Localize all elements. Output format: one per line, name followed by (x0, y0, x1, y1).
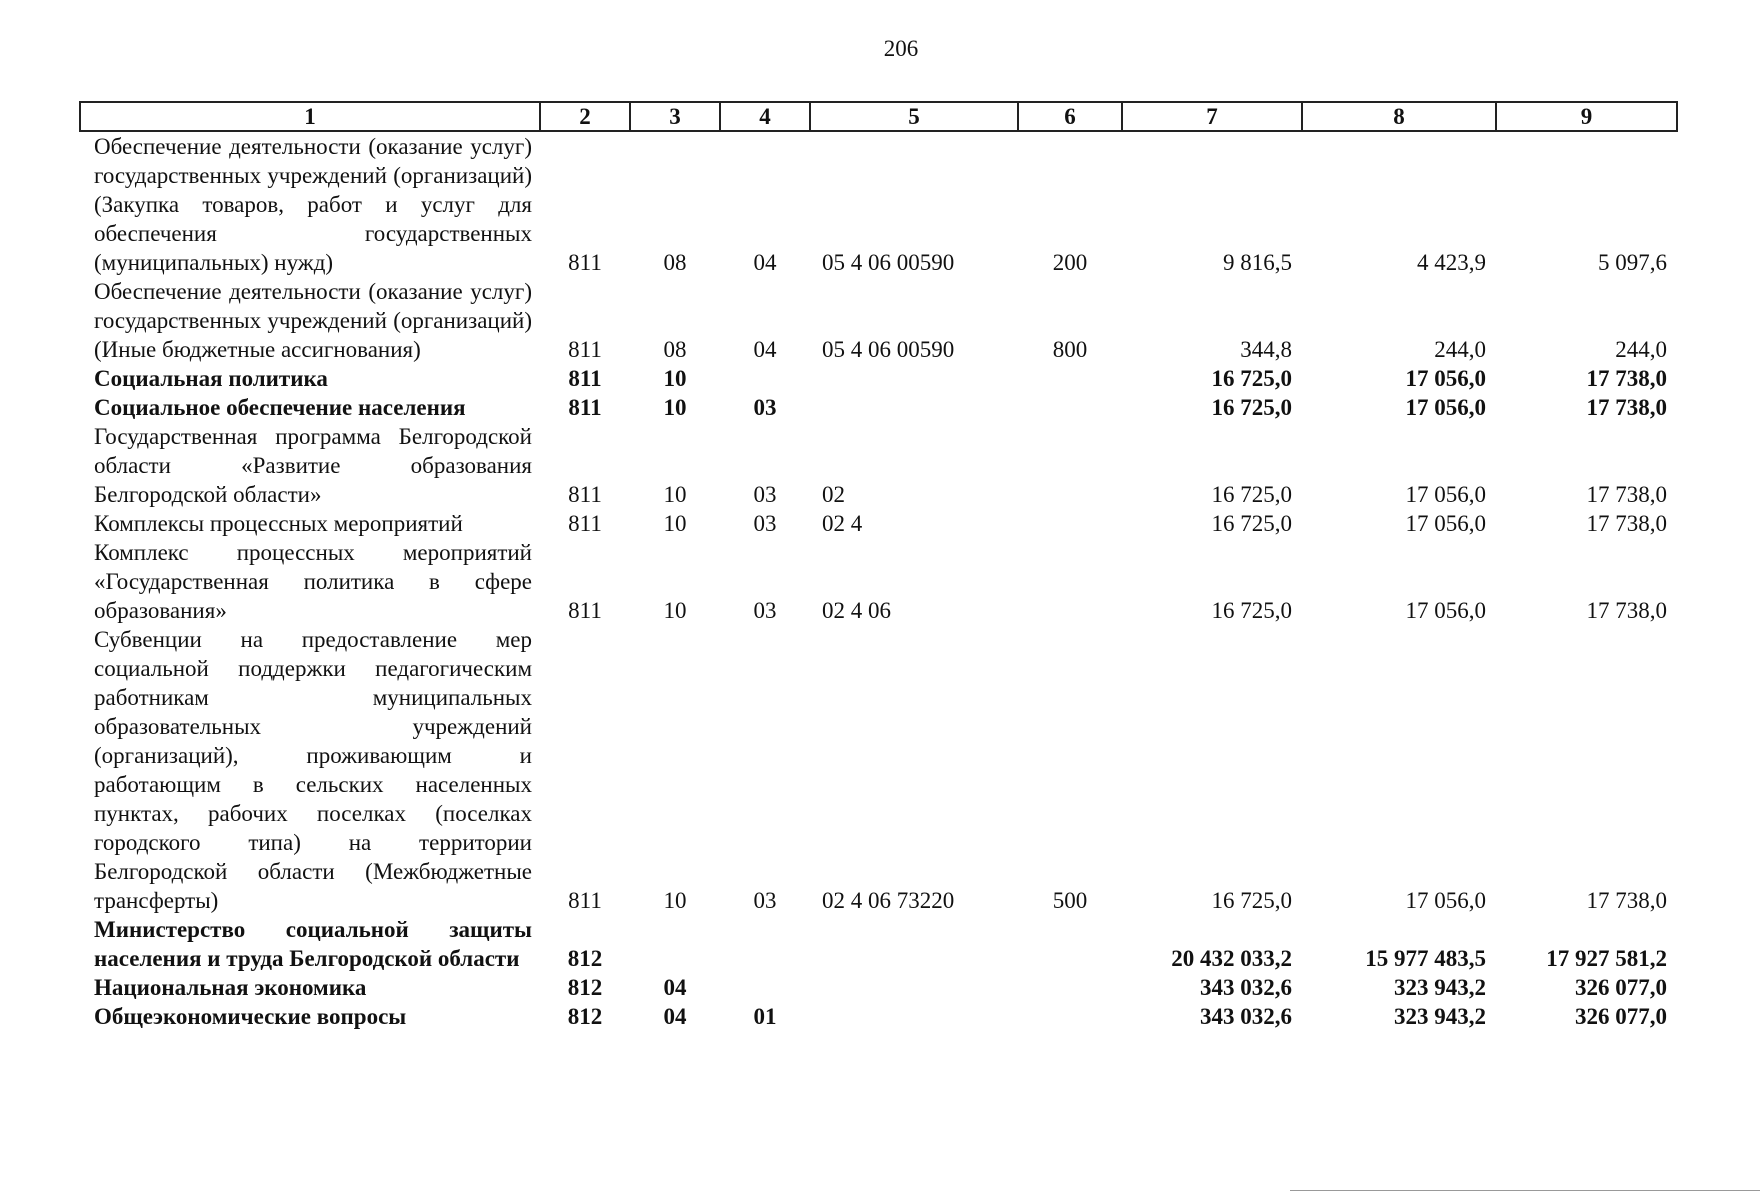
table-row (80, 131, 1677, 277)
table-row (80, 973, 1677, 1002)
table-row (80, 393, 1677, 422)
cell-ministry-code: 811 (568, 366, 602, 391)
cell-ministry-code: 811 (568, 888, 602, 913)
header-col-4: 4 (720, 102, 810, 131)
cell-amount-col8: 323 943,2 (1394, 975, 1486, 1000)
cell-subsection-code: 03 (753, 888, 777, 913)
table-row (80, 625, 1677, 915)
cell-amount-col7: 16 725,0 (1211, 482, 1292, 507)
cell-section-code: 08 (663, 250, 687, 275)
header-col-3: 3 (630, 102, 720, 131)
table-row (80, 509, 1677, 538)
cell-amount-col7: 20 432 033,2 (1171, 946, 1292, 971)
cell-subsection-code: 04 (753, 337, 777, 362)
cell-amount-col9: 17 738,0 (1586, 598, 1667, 623)
cell-expense-type-code (1018, 538, 1122, 625)
cell-target-article-code (810, 915, 1018, 973)
cell-ministry-code: 811 (568, 337, 602, 362)
budget-table (79, 101, 1678, 1031)
cell-amount-col8: 244,0 (1434, 337, 1486, 362)
table-row (80, 422, 1677, 509)
cell-amount-col8: 17 056,0 (1405, 598, 1486, 623)
cell-amount-col8: 4 423,9 (1417, 250, 1486, 275)
cell-amount-col9: 17 927 581,2 (1546, 946, 1667, 971)
table-row (80, 364, 1677, 393)
cell-section-code: 10 (663, 395, 687, 420)
header-col-8: 8 (1302, 102, 1496, 131)
cell-section-code: 08 (663, 337, 687, 362)
cell-expense-type-code: 800 (1052, 337, 1088, 362)
cell-ministry-code: 812 (567, 946, 603, 971)
cell-section-code: 10 (663, 888, 687, 913)
row-title: Комплексы процессных мероприятий (94, 511, 463, 536)
cell-target-article-code (810, 364, 1018, 393)
row-title: Комплекс процессных мероприятий «Государственная политика в сфере образования» (94, 540, 532, 623)
cell-section-code: 10 (663, 511, 687, 536)
cell-expense-type-code (1018, 364, 1122, 393)
cell-target-article-code (810, 1002, 1018, 1031)
page-number: 206 (883, 36, 919, 61)
cell-expense-type-code (1018, 973, 1122, 1002)
header-col-6: 6 (1018, 102, 1122, 131)
cell-section-code: 10 (663, 366, 687, 391)
cell-section-code: 04 (663, 1004, 687, 1029)
header-col-9: 9 (1496, 102, 1677, 131)
cell-amount-col7: 16 725,0 (1211, 366, 1292, 391)
cell-subsection-code (720, 364, 810, 393)
cell-ministry-code: 811 (568, 511, 602, 536)
cell-subsection-code: 03 (753, 395, 777, 420)
cell-amount-col9: 5 097,6 (1598, 250, 1667, 275)
cell-expense-type-code (1018, 1002, 1122, 1031)
cell-expense-type-code (1018, 915, 1122, 973)
cell-subsection-code: 03 (753, 511, 777, 536)
cell-expense-type-code: 200 (1052, 250, 1088, 275)
header-col-1: 1 (80, 102, 540, 131)
cell-target-article-code (810, 393, 1018, 422)
cell-section-code: 04 (663, 975, 687, 1000)
row-title: Субвенции на предоставление мер социальной поддержки педагогическим работникам муниципальных образовательных учреждений (организаций), проживающим и работающим в сельских населенных пунктах, рабочих поселках (поселках городского типа) на территории Белгородской области (Межбюджетные трансферты) (94, 627, 532, 913)
cell-ministry-code: 811 (568, 250, 602, 275)
row-title: Социальное обеспечение населения (94, 395, 466, 420)
cell-ministry-code: 812 (567, 1004, 603, 1029)
cell-amount-col8: 17 056,0 (1405, 395, 1486, 420)
row-title: Обеспечение деятельности (оказание услуг) государственных учреждений (организаций) (Закупка товаров, работ и услуг для обеспечения государственных (муниципальных) нужд) (94, 134, 532, 275)
row-title: Обеспечение деятельности (оказание услуг) государственных учреждений (организаций) (Иные бюджетные ассигнования) (94, 279, 532, 362)
table-row (80, 1002, 1677, 1031)
cell-amount-col8: 15 977 483,5 (1365, 946, 1486, 971)
cell-amount-col7: 16 725,0 (1211, 888, 1292, 913)
cell-amount-col9: 326 077,0 (1575, 975, 1667, 1000)
cell-amount-col9: 244,0 (1615, 337, 1667, 362)
cell-section-code (630, 915, 720, 973)
cell-target-article-code: 02 4 06 (822, 598, 891, 623)
page-edge-line (1290, 1190, 1760, 1191)
cell-ministry-code: 811 (568, 395, 602, 420)
row-title: Национальная экономика (94, 975, 367, 1000)
row-title: Социальная политика (94, 366, 328, 391)
cell-target-article-code: 02 (822, 482, 845, 507)
cell-amount-col8: 17 056,0 (1405, 482, 1486, 507)
table-body (80, 131, 1677, 1031)
row-title: Государственная программа Белгородской области «Развитие образования Белгородской области» (94, 424, 532, 507)
cell-subsection-code (720, 973, 810, 1002)
table-header (80, 102, 1677, 131)
cell-target-article-code: 02 4 (822, 511, 863, 536)
cell-subsection-code: 03 (753, 598, 777, 623)
cell-section-code: 10 (663, 598, 687, 623)
cell-target-article-code: 02 4 06 73220 (822, 888, 955, 913)
cell-subsection-code: 03 (753, 482, 777, 507)
cell-amount-col9: 326 077,0 (1575, 1004, 1667, 1029)
cell-amount-col8: 17 056,0 (1405, 511, 1486, 536)
cell-amount-col9: 17 738,0 (1586, 511, 1667, 536)
cell-target-article-code: 05 4 06 00590 (822, 250, 955, 275)
cell-target-article-code (810, 973, 1018, 1002)
cell-amount-col8: 323 943,2 (1394, 1004, 1486, 1029)
cell-amount-col9: 17 738,0 (1586, 482, 1667, 507)
cell-ministry-code: 812 (567, 975, 603, 1000)
cell-amount-col9: 17 738,0 (1586, 366, 1667, 391)
row-title: Министерство социальной защиты населения и труда Белгородской области (94, 917, 532, 971)
cell-section-code: 10 (663, 482, 687, 507)
cell-amount-col9: 17 738,0 (1586, 395, 1667, 420)
cell-amount-col7: 16 725,0 (1211, 395, 1292, 420)
row-title: Общеэкономические вопросы (94, 1004, 407, 1029)
header-col-5: 5 (810, 102, 1018, 131)
cell-target-article-code: 05 4 06 00590 (822, 337, 955, 362)
cell-ministry-code: 811 (568, 482, 602, 507)
cell-amount-col9: 17 738,0 (1586, 888, 1667, 913)
cell-expense-type-code: 500 (1052, 888, 1088, 913)
cell-amount-col7: 343 032,6 (1200, 1004, 1292, 1029)
cell-expense-type-code (1018, 509, 1122, 538)
cell-amount-col7: 343 032,6 (1200, 975, 1292, 1000)
cell-ministry-code: 811 (568, 598, 602, 623)
table-row (80, 277, 1677, 364)
cell-amount-col7: 344,8 (1240, 337, 1292, 362)
cell-subsection-code (720, 915, 810, 973)
table-row (80, 538, 1677, 625)
cell-amount-col8: 17 056,0 (1405, 366, 1486, 391)
header-row (80, 102, 1677, 131)
header-col-2: 2 (540, 102, 630, 131)
cell-amount-col7: 9 816,5 (1223, 250, 1292, 275)
cell-expense-type-code (1018, 393, 1122, 422)
header-col-7: 7 (1122, 102, 1302, 131)
table-row (80, 915, 1677, 973)
cell-expense-type-code (1018, 422, 1122, 509)
cell-amount-col7: 16 725,0 (1211, 598, 1292, 623)
cell-subsection-code: 04 (753, 250, 777, 275)
cell-amount-col7: 16 725,0 (1211, 511, 1292, 536)
cell-subsection-code: 01 (753, 1004, 777, 1029)
cell-amount-col8: 17 056,0 (1405, 888, 1486, 913)
